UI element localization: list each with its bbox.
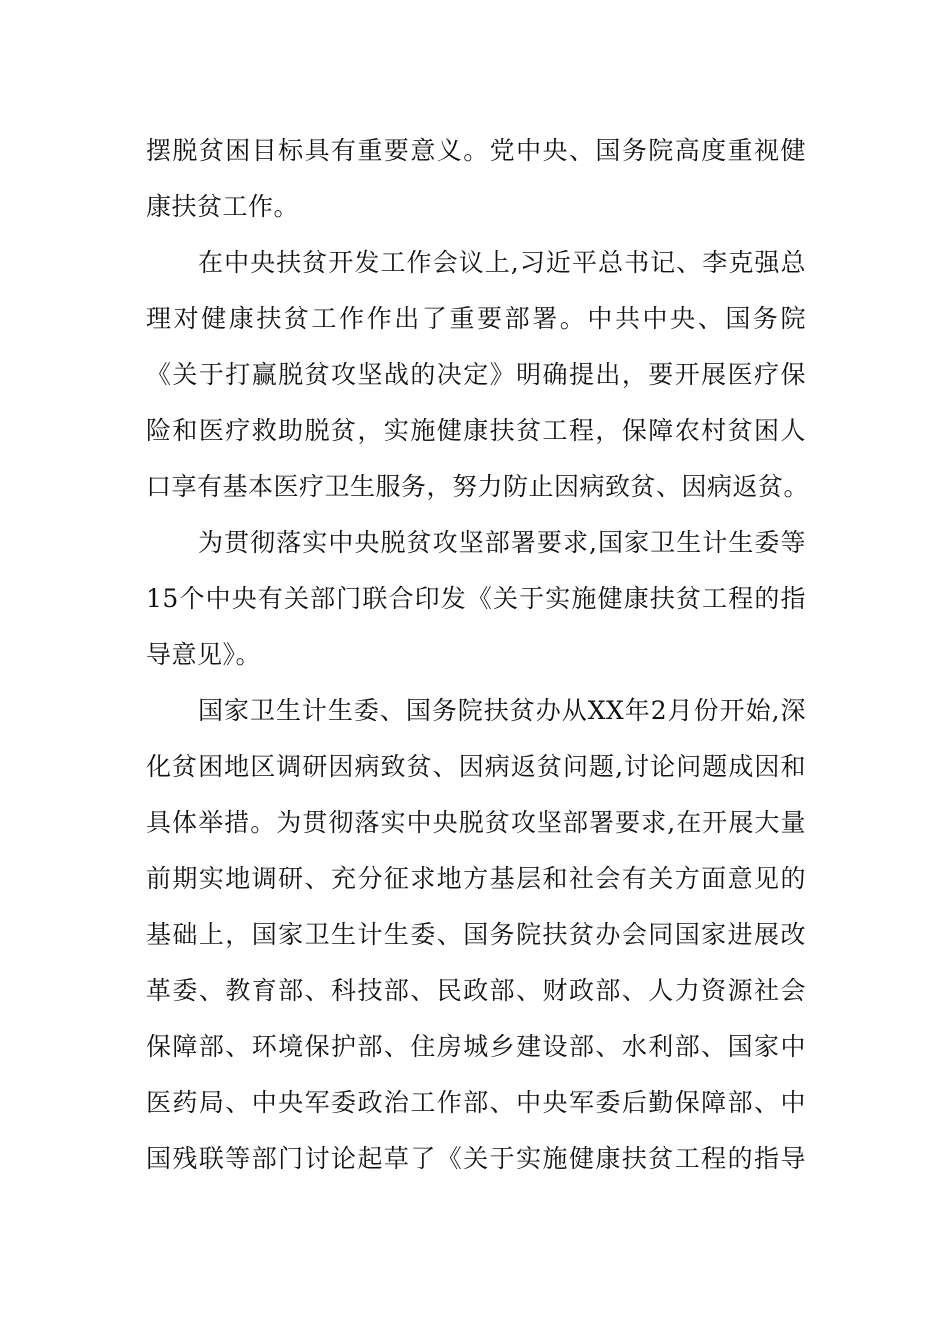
paragraph-3-line-2: 15个中央有关部门联合印发《关于实施健康扶贫工程的指 — [146, 584, 806, 613]
paragraph-4-line-5: 基础上，国家卫生计生委、国务院扶贫办会同国家进展改 — [146, 920, 806, 949]
body-text — [146, 123, 810, 1187]
paragraph-3-line-1: 为贯彻落实中央脱贫攻坚部署要求,国家卫生计生委等 — [198, 528, 806, 557]
paragraph-2-line-1: 在中央扶贫开发工作会议上,习近平总书记、李克强总 — [198, 248, 806, 277]
paragraph-4-line-7: 保障部、环境保护部、住房城乡建设部、水利部、国家中 — [146, 1032, 806, 1061]
paragraph-4-line-2: 化贫困地区调研因病致贫、因病返贫问题,讨论问题成因和 — [146, 752, 806, 781]
paragraph-1-line-2: 康扶贫工作。 — [146, 192, 300, 221]
paragraph-2-line-3: 《关于打赢脱贫攻坚战的决定》明确提出，要开展医疗保 — [146, 360, 806, 389]
paragraph-4-line-4: 前期实地调研、充分征求地方基层和社会有关方面意见的 — [146, 864, 806, 893]
paragraph-2-line-4: 险和医疗救助脱贫，实施健康扶贫工程，保障农村贫困人 — [146, 416, 806, 445]
paragraph-4-line-8: 医药局、中央军委政治工作部、中央军委后勤保障部、中 — [146, 1088, 806, 1117]
paragraph-4-line-3: 具体举措。为贯彻落实中央脱贫攻坚部署要求,在开展大量 — [146, 808, 806, 837]
paragraph-4-line-6: 革委、教育部、科技部、民政部、财政部、人力资源社会 — [146, 976, 806, 1005]
paragraph-1-line-1: 摆脱贫困目标具有重要意义。党中央、国务院高度重视健 — [146, 136, 806, 165]
paragraph-4-line-1: 国家卫生计生委、国务院扶贫办从XX年2月份开始,深 — [198, 696, 806, 725]
paragraph-2-line-5: 口享有基本医疗卫生服务，努力防止因病致贫、因病返贫。 — [146, 472, 810, 501]
paragraph-2-line-2: 理对健康扶贫工作作出了重要部署。中共中央、国务院 — [146, 304, 806, 333]
paragraph-4-line-9: 国残联等部门讨论起草了《关于实施健康扶贫工程的指导 — [146, 1144, 806, 1173]
paragraph-3-line-3: 导意见》。 — [146, 640, 262, 669]
